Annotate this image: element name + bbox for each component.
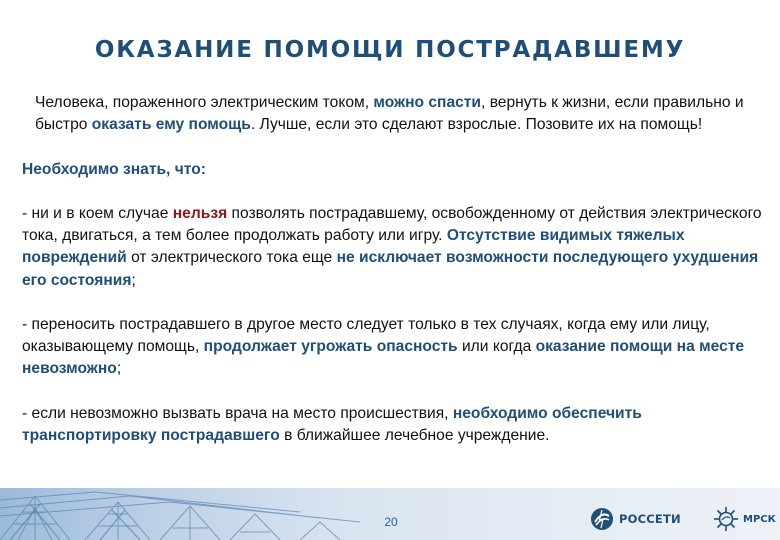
item1-text-2: позволять пострадавшему, освобожденному от действия электрического тока, двигаться, а тем более продолжать работу или игру. [22, 204, 762, 245]
item1-text-3: от электрического тока еще [126, 249, 337, 267]
rosseti-logo-text: РОССЕТИ [619, 512, 681, 526]
item1-highlight-1: Отсутствие видимых тяжелых повреждений [22, 227, 685, 267]
list-item-2 [22, 314, 762, 381]
item2-text-3: ; [116, 360, 122, 378]
item1-text-1: - ни и в коем случае [22, 204, 173, 222]
intro-text-3: . Лучше, если это сделают взрослые. Позовите их на помощь! [250, 116, 703, 134]
list-item-3 [22, 403, 762, 447]
item1-text-4: ; [131, 271, 136, 289]
rosseti-logo [590, 505, 681, 533]
intro-highlight-1: можно спасти [373, 94, 482, 111]
slide-title: ОКАЗАНИЕ ПОМОЩИ ПОСТРАДАВШЕМУ [94, 37, 686, 63]
item3-text-1: - если невозможно вызвать врача на место происшествия, [22, 404, 453, 422]
intro-highlight-2: оказать ему помощь [91, 116, 251, 134]
item3-text-2: в ближайшее лечебное учреждение. [279, 426, 550, 444]
intro-paragraph [22, 92, 762, 136]
item1-highlight-2: не исключает возможности последующего ухудшения его состояния [22, 249, 759, 289]
page-number: 20 [384, 515, 398, 529]
mrsk-logo-text: МРСК [743, 513, 776, 525]
intro-text-1: Человека, пораженного электрическим током, [35, 94, 374, 111]
slide-body [22, 92, 762, 447]
rosseti-emblem-icon [590, 507, 614, 531]
intro-text-2: , вернуть к жизни, если правильно и быстро [35, 94, 744, 134]
item1-highlight-red: нельзя [172, 204, 228, 222]
mrsk-logo [712, 503, 776, 535]
item2-highlight-1: продолжает угрожать опасность [203, 338, 458, 356]
must-know-heading: Необходимо знать, что: [22, 160, 206, 178]
list-item-1 [22, 203, 762, 292]
item2-text-1: - переносить пострадавшего в другое место следует только в тех случаях, когда ему или лицу, оказывающему помощь, [22, 315, 710, 356]
item2-text-2: или когда [457, 338, 536, 356]
mrsk-emblem-icon [712, 505, 740, 533]
item3-highlight-1: необходимо обеспечить транспортировку пострадавшего [22, 404, 642, 444]
item2-highlight-2: оказание помощи на месте невозможно [22, 338, 745, 378]
